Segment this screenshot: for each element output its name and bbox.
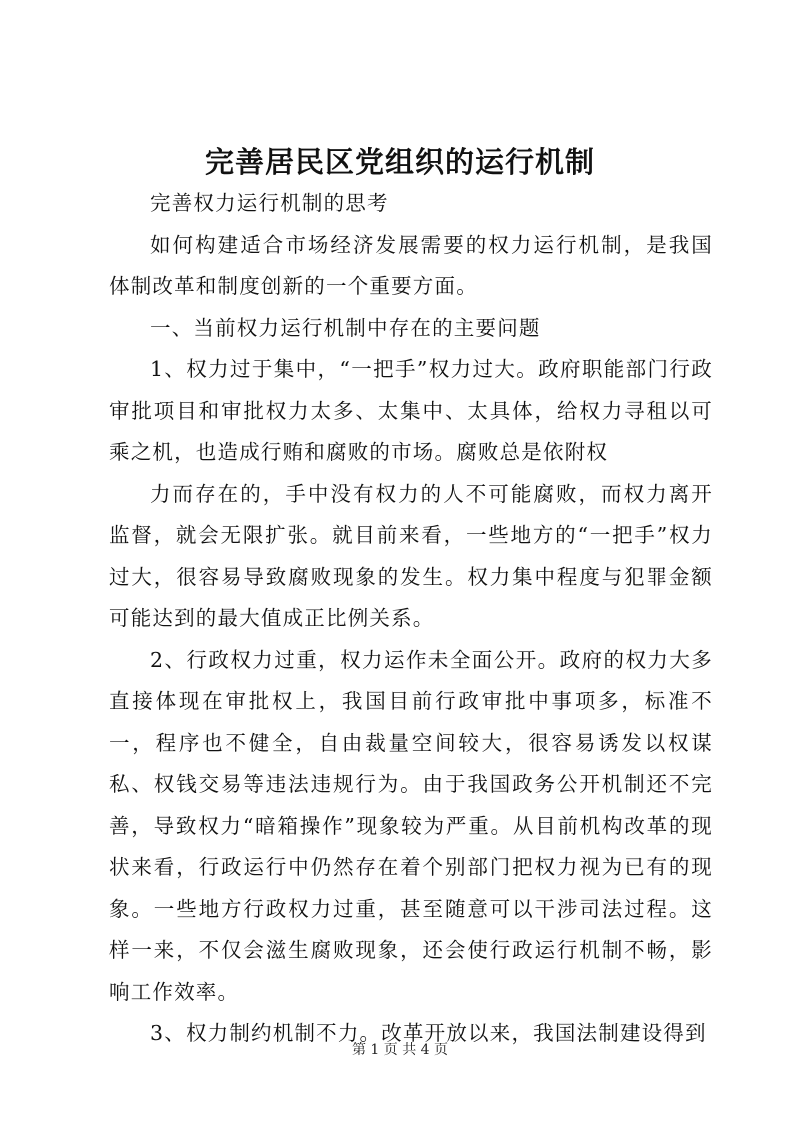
paragraph-point-1: 1、权力过于集中，“一把手”权力过大。政府职能部门行政审批项目和审批权力太多、太集中、太具体，给权力寻租以可乘之机，也造成行贿和腐败的市场。腐败总是依附权 (109, 357, 713, 464)
document-title: 完善居民区党组织的运行机制 (204, 145, 595, 179)
paragraph-intro: 如何构建适合市场经济发展需要的权力运行机制，是我国体制改革和制度创新的一个重要方面。 (109, 232, 713, 298)
section-heading: 一、当前权力运行机制中存在的主要问题 (150, 315, 541, 340)
paragraph-point-1-continued: 力而存在的，手中没有权力的人不可能腐败，而权力离开监督，就会无限扩张。就目前来看，一些地方的“一把手”权力过大，很容易导致腐败现象的发生。权力集中程度与犯罪金额可能达到的最大值成正比例关系。 (109, 481, 713, 630)
paragraph-subtitle: 完善权力运行机制的思考 (150, 191, 389, 215)
page-footer: 第 1 页 共 4 页 (351, 1042, 449, 1058)
paragraph-point-2: 2、行政权力过重，权力运作未全面公开。政府的权力大多直接体现在审批权上，我国目前行政审批中事项多，标准不一，程序也不健全，自由裁量空间较大，很容易诱发以权谋私、权钱交易等违法违规行为。由于我国政务公开机制还不完善，导致权力“暗箱操作”现象较为严重。从目前机构改革的现状来看，行政运行中仍然存在着个别部门把权力视为已有的现象。一些地方行政权力过重，甚至随意可以干涉司法过程。这样一来，不仅会滋生腐败现象，还会使行政运行机制不畅，影响工作效率。 (109, 647, 713, 1004)
paragraph-point-3: 3、权力制约机制不力。改革开放以来，我国法制建设得到 (150, 1021, 707, 1045)
document-body (109, 183, 713, 1055)
